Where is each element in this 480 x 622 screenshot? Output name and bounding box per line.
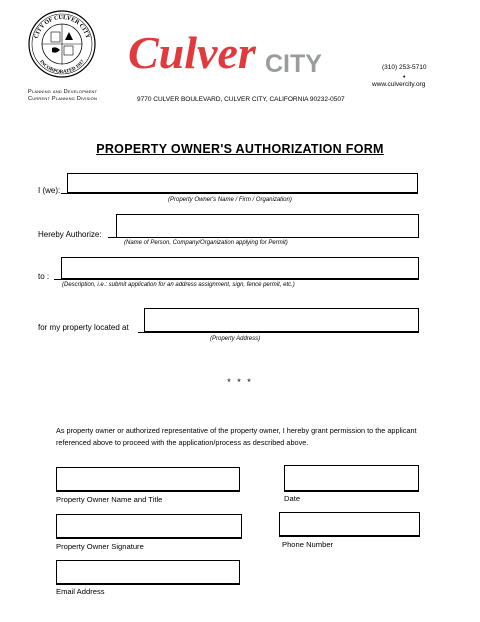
owner-name-title-underline (56, 491, 240, 492)
phone-number-input[interactable] (279, 512, 420, 536)
culver-city-logo (128, 26, 353, 78)
city-address: 9770 CULVER BOULEVARD, CULVER CITY, CALIFORNIA 90232-0507 (137, 96, 345, 103)
phone-number-underline (279, 536, 420, 537)
owner-signature-input[interactable] (56, 514, 242, 538)
date-underline (284, 491, 419, 492)
department-name: Planning and Development (28, 89, 98, 95)
owner-name-input[interactable] (67, 173, 418, 193)
section-separator: * * * (227, 377, 253, 387)
owner-label: I (we): (38, 186, 61, 195)
authorized-party-input[interactable] (116, 214, 419, 238)
city-seal-icon (28, 10, 96, 78)
owner-name-title-input[interactable] (56, 467, 240, 491)
logo-secondary-text: CITY (265, 50, 322, 78)
to-hint: (Description, i.e.: submit application for an address assignment, sign, fence permit, etc.) (62, 282, 295, 288)
email-address-underline (56, 584, 240, 585)
property-address-input[interactable] (144, 308, 419, 332)
authorize-label: Hereby Authorize: (38, 230, 102, 239)
form-title: PROPERTY OWNER'S AUTHORIZATION FORM (96, 142, 384, 156)
property-underline (138, 332, 419, 333)
date-label: Date (284, 494, 301, 503)
authorization-statement: As property owner or authorized representative of the property owner, I hereby grant permission to the applicant referenced above to proceed with the application/process as described above. (56, 426, 417, 447)
to-label: to : (38, 272, 50, 281)
email-address-label: Email Address (56, 587, 105, 596)
owner-signature-label: Property Owner Signature (56, 542, 144, 551)
property-label: for my property located at (38, 323, 129, 332)
city-phone: (310) 253-5710 (382, 64, 427, 71)
phone-number-label: Phone Number (282, 540, 334, 549)
to-underline (54, 279, 419, 280)
email-address-input[interactable] (56, 560, 240, 584)
logo-main-text: Culver (128, 27, 256, 78)
description-input[interactable] (61, 257, 419, 279)
owner-underline (61, 193, 418, 194)
division-name: Current Planning Division (28, 96, 98, 102)
authorize-hint: (Name of Person, Company/Organization applying for Permit) (124, 240, 288, 246)
owner-name-title-label: Property Owner Name and Title (56, 495, 163, 504)
date-input[interactable] (284, 465, 419, 491)
property-hint: (Property Address) (210, 336, 261, 342)
seal-text-bottom: INCORPORATED 1917 (38, 59, 86, 76)
seal-text-top: CITY OF CULVER CITY (33, 14, 91, 40)
owner-signature-underline (56, 538, 242, 539)
owner-hint: (Property Owner's Name / Firm / Organization) (168, 197, 292, 203)
city-website-link[interactable]: www.culvercity.org (372, 81, 426, 88)
header-separator: • (403, 74, 406, 81)
